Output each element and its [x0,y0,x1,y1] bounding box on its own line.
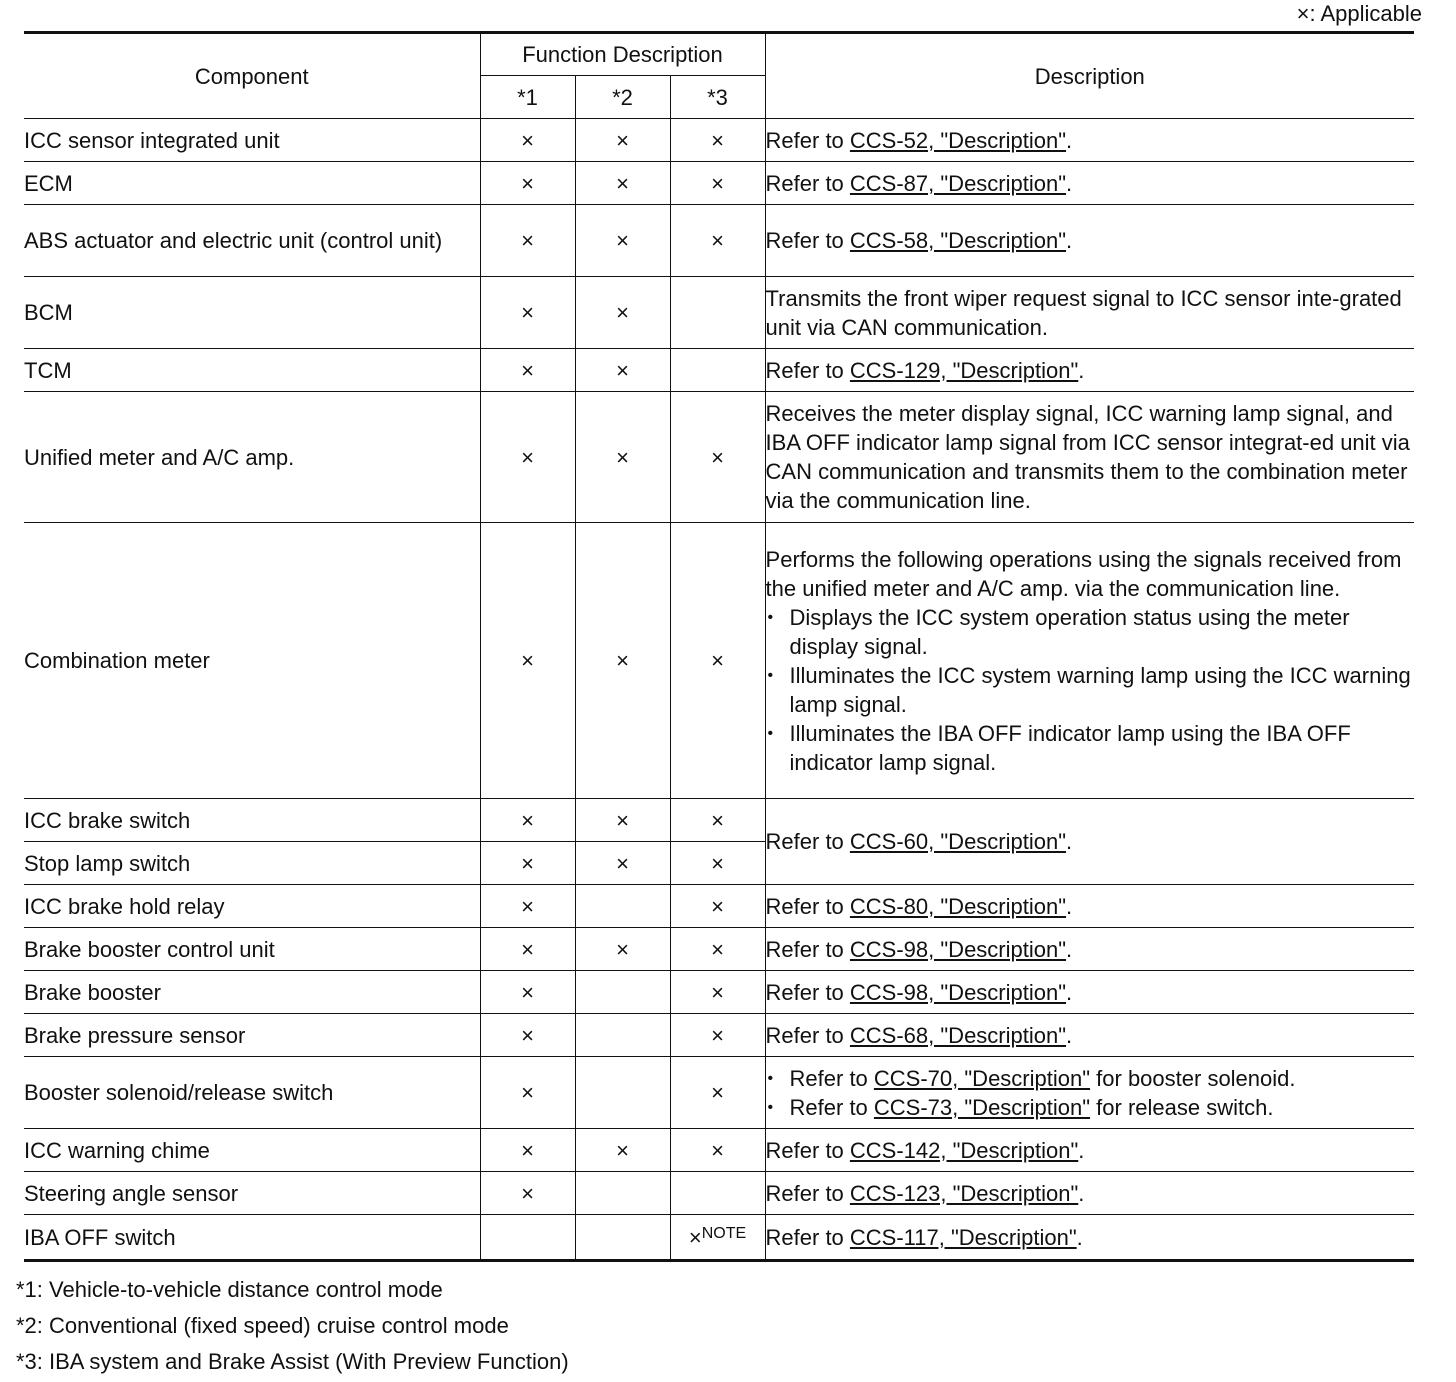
mode-2-mark: × [575,1129,670,1172]
bullet-item: • Displays the ICC system operation status using the meter display signal. [766,603,1415,661]
mode-3-mark: × [670,1129,765,1172]
mode-2-mark [575,1014,670,1057]
note-superscript: NOTE [701,1224,747,1242]
component-name: ECM [24,162,480,205]
mode-3-mark: × [670,928,765,971]
mode-2-mark: × [575,523,670,799]
description-cell: Refer to CCS-80, "Description". [765,885,1414,928]
mode-3-mark: × [670,392,765,523]
component-name: Unified meter and A/C amp. [24,392,480,523]
header-function-description: Function Description [480,33,765,76]
header-component: Component [24,33,480,119]
mode-3-mark: × [670,162,765,205]
footnote-2: *2: Conventional (fixed speed) cruise control mode [16,1313,509,1338]
mode-1-mark: × [480,392,575,523]
mode-3-mark [670,349,765,392]
mode-3-mark [670,1172,765,1215]
mode-3-mark: × [670,523,765,799]
description-cell: Refer to CCS-117, "Description". [765,1215,1414,1261]
component-name: TCM [24,349,480,392]
mode-2-mark: × [575,277,670,349]
component-name: Combination meter [24,523,480,799]
description-intro: Performs the following operations using the signals received from the unified meter and A/C amp. via the communication line. [765,546,1402,601]
description-cell: Refer to CCS-98, "Description". [765,971,1414,1014]
mode-1-mark [480,1215,575,1261]
mode-2-mark [575,1057,670,1129]
description-cell: Refer to CCS-60, "Description". [765,799,1414,885]
mode-1-mark: × [480,1129,575,1172]
description-cell: Refer to CCS-129, "Description". [765,349,1414,392]
description-cell: Refer to CCS-87, "Description". [765,162,1414,205]
table-row [24,119,1414,162]
component-name: Stop lamp switch [24,842,480,885]
description-cell: Refer to CCS-68, "Description". [765,1014,1414,1057]
applicable-legend: ×: Applicable [1296,1,1422,26]
mode-1-mark: × [480,205,575,277]
description-cell: Refer to CCS-142, "Description". [765,1129,1414,1172]
mode-3-mark: × [670,885,765,928]
mode-3-mark: × [670,119,765,162]
reference-link[interactable]: CCS-70, "Description" [873,1065,1091,1091]
bullet-item: • Refer to CCS-73, "Description" for release switch. [766,1093,1415,1122]
mode-1-mark: × [480,928,575,971]
description-cell: Transmits the front wiper request signal to ICC sensor inte-grated unit via CAN communication. [765,277,1414,349]
table-row [24,928,1414,971]
reference-link[interactable]: CCS-98, "Description" [849,979,1067,1005]
component-name: IBA OFF switch [24,1215,480,1261]
table-row [24,349,1414,392]
mode-2-mark: × [575,799,670,842]
table-row [24,799,1414,842]
reference-link[interactable]: CCS-73, "Description" [873,1094,1091,1120]
header-mode-1: *1 [480,76,575,119]
table-row [24,971,1414,1014]
bullet-item: • Illuminates the ICC system warning lamp using the ICC warning lamp signal. [766,661,1415,719]
mode-3-mark: ×$^{NOTE}$ [670,1215,765,1261]
table-row [24,523,1414,799]
table-row [24,1172,1414,1215]
description-cell [765,523,1414,799]
reference-link[interactable]: CCS-58, "Description" [849,228,1067,253]
table-row [24,1215,1414,1261]
reference-link[interactable]: CCS-123, "Description" [849,1180,1079,1206]
reference-link[interactable]: CCS-87, "Description" [849,170,1067,196]
mode-2-mark: × [575,119,670,162]
component-name: ICC sensor integrated unit [24,119,480,162]
table-row [24,1014,1414,1057]
component-name: Brake pressure sensor [24,1014,480,1057]
header-mode-3: *3 [670,76,765,119]
description-cell: Refer to CCS-58, "Description". [765,205,1414,277]
component-name: Brake booster control unit [24,928,480,971]
mode-2-mark [575,1172,670,1215]
component-name: ICC warning chime [24,1129,480,1172]
table-row [24,277,1414,349]
component-function-table [24,31,1414,1262]
mode-3-mark: × [670,1057,765,1129]
component-name: ICC brake hold relay [24,885,480,928]
description-cell: Refer to CCS-52, "Description". [765,119,1414,162]
reference-link[interactable]: CCS-98, "Description" [849,936,1067,962]
mode-2-mark: × [575,392,670,523]
mode-2-mark: × [575,349,670,392]
footnote-1: *1: Vehicle-to-vehicle distance control mode [16,1277,443,1302]
header-description: Description [765,33,1414,119]
component-name: Brake booster [24,971,480,1014]
mode-1-mark: × [480,1172,575,1215]
bullet-item: • Refer to CCS-70, "Description" for booster solenoid. [766,1064,1415,1093]
mode-3-mark: × [670,842,765,885]
mode-2-mark: × [575,205,670,277]
mode-2-mark: × [575,842,670,885]
description-cell: Refer to CCS-123, "Description". [765,1172,1414,1215]
reference-link[interactable]: CCS-80, "Description" [849,893,1067,919]
mode-1-mark: × [480,1057,575,1129]
component-name: Booster solenoid/release switch [24,1057,480,1129]
component-name: ICC brake switch [24,799,480,842]
reference-link[interactable]: CCS-52, "Description" [849,127,1067,153]
table-row [24,162,1414,205]
mode-3-mark [670,277,765,349]
reference-link[interactable]: CCS-117, "Description" [849,1224,1077,1250]
mode-1-mark: × [480,885,575,928]
mode-3-mark: × [670,971,765,1014]
mode-1-mark: × [480,162,575,205]
mode-1-mark: × [480,119,575,162]
mode-2-mark: × [575,928,670,971]
mode-1-mark: × [480,523,575,799]
reference-link[interactable]: CCS-142, "Description" [849,1137,1079,1163]
description-cell: Refer to CCS-98, "Description". [765,928,1414,971]
footnote-3: *3: IBA system and Brake Assist (With Preview Function) [16,1349,569,1374]
header-mode-2: *2 [575,76,670,119]
mode-3-mark: × [670,1014,765,1057]
mode-1-mark: × [480,349,575,392]
component-name: ABS actuator and electric unit (control unit) [24,205,480,277]
mode-1-mark: × [480,842,575,885]
component-name: Steering angle sensor [24,1172,480,1215]
mode-1-mark: × [480,1014,575,1057]
reference-link[interactable]: CCS-68, "Description" [849,1022,1067,1048]
table-row [24,1129,1414,1172]
description-bullets [766,603,1415,777]
mode-2-mark [575,885,670,928]
bullet-item: • Illuminates the IBA OFF indicator lamp using the IBA OFF indicator lamp signal. [766,719,1415,777]
mode-3-mark: × [670,205,765,277]
mode-2-mark [575,971,670,1014]
description-bullets [766,1064,1415,1122]
reference-link[interactable]: CCS-60, "Description" [849,829,1067,854]
reference-link[interactable]: CCS-129, "Description" [849,357,1079,383]
component-name: BCM [24,277,480,349]
mode-2-mark: × [575,162,670,205]
mode-1-mark: × [480,971,575,1014]
table-row [24,205,1414,277]
table-row [24,392,1414,523]
table-row [24,885,1414,928]
description-cell: Receives the meter display signal, ICC warning lamp signal, and IBA OFF indicator lamp signal from ICC sensor integrat-ed unit via CAN communication and transmits them to the combination meter via the communication line. [765,392,1414,523]
mode-3-mark: × [670,799,765,842]
mode-2-mark [575,1215,670,1261]
description-cell [765,1057,1414,1129]
mode-1-mark: × [480,799,575,842]
mode-1-mark: × [480,277,575,349]
table-row [24,1057,1414,1129]
